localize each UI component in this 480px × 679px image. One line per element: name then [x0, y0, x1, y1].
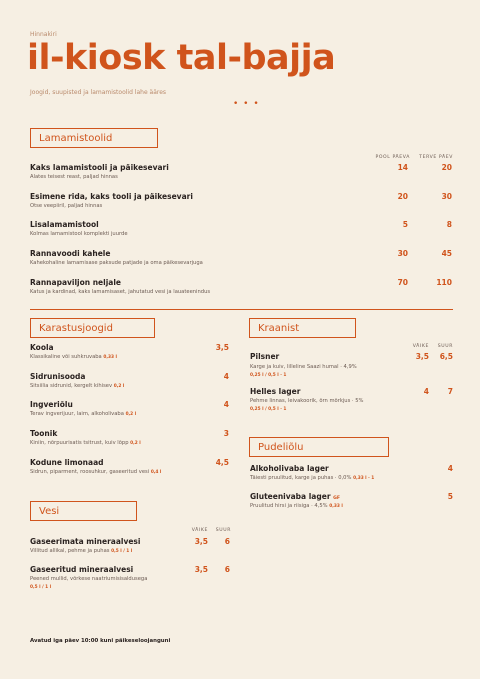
item-name: Esimene rida, kaks tooli ja päikesevari: [30, 192, 193, 201]
item-volume: 0,2 l: [130, 441, 141, 446]
price-full: 110: [436, 278, 452, 287]
item-name: Gaseerimata mineraalvesi: [30, 537, 141, 546]
item-desc: Kolmas lamamistool komplekti juurde: [30, 231, 128, 237]
item-name: Sidrunisooda: [30, 372, 86, 381]
price-small: 3,5: [194, 565, 208, 574]
price-half: 30: [397, 249, 408, 258]
item-name: Ingveriõlu: [30, 400, 73, 409]
price-half: 20: [397, 192, 408, 201]
item-price: 4: [223, 400, 229, 409]
price-full: 45: [441, 249, 452, 258]
item-volume: 0,2 l: [125, 412, 137, 417]
col-header-full-day: TERVE PÄEV: [419, 155, 453, 160]
item-volume: 0,33 l: [329, 504, 343, 509]
item-price: 3: [223, 429, 229, 438]
item-desc: Pehme linnas, leivakoorik, õrn mõrkjus · 5%: [250, 398, 364, 404]
item-desc: Peened mullid, võrkese naatriumisisaldusega: [30, 576, 148, 582]
price-large: 6: [224, 537, 230, 546]
item-name: Toonik: [30, 429, 58, 438]
price-half: 70: [397, 278, 408, 287]
gluten-free-tag: GF: [333, 496, 341, 501]
item-name: Kodune limonaad: [30, 458, 104, 467]
opening-hours: Avatud iga päev 10:00 kuni päikeseloojanguni: [30, 638, 171, 644]
price-large: 7: [447, 387, 453, 396]
col-header-half-day: POOL PÄEVA: [375, 155, 410, 160]
col-header-small: VÄIKE: [191, 528, 208, 533]
item-price: 4: [223, 372, 229, 381]
item-name: Pilsner: [250, 352, 280, 361]
item-name: Alkoholivaba lager: [250, 464, 329, 473]
section-heading-karastusjoogid: Karastusjoogid: [30, 318, 155, 338]
item-volume: 0,25 l / 0,5 l · 1: [250, 373, 287, 378]
item-name: Lisalamamistool: [30, 220, 99, 229]
item-price: 4: [447, 464, 453, 473]
section-divider: [30, 309, 453, 310]
item-desc: Karge ja kuiv, lilleline Saazi humal · 4,9%: [250, 364, 357, 370]
item-desc: Katus ja kardinad, kaks lamamisaset, jahutatud vesi ja lauateenindus: [30, 289, 211, 295]
price-half: 14: [397, 163, 408, 172]
item-name: Helles lager: [250, 387, 301, 396]
col-header-large: SUUR: [437, 344, 453, 349]
price-large: 6,5: [439, 352, 453, 361]
item-name: Koola: [30, 343, 54, 352]
col-header-small: VÄIKE: [412, 344, 429, 349]
price-full: 20: [441, 163, 452, 172]
item-name: Kaks lamamistooli ja päikesevari: [30, 163, 169, 172]
item-name: Gluteenivaba lager GF: [250, 492, 341, 501]
item-desc: Pruulitud hirsi ja riisiga · 4,5% 0,33 l: [250, 503, 343, 509]
item-volume: 0,33 l: [103, 355, 117, 360]
item-volume: 0,2 l: [113, 384, 125, 389]
item-name: Gaseeritud mineraalvesi: [30, 565, 134, 574]
section-heading-vesi: Vesi: [30, 501, 137, 521]
price-large: 6: [224, 565, 230, 574]
item-volume: 0,5 l / 1 l: [30, 585, 52, 590]
item-desc: Täiesti pruulitud, karge ja puhas · 0,0% 0,33 l · 1: [250, 475, 375, 481]
price-small: 3,5: [415, 352, 429, 361]
item-volume: 0,4 l: [150, 470, 162, 475]
tagline: Joogid, suupisted ja lamamistoolid lahe ääres: [30, 89, 167, 96]
item-price: 5: [447, 492, 453, 501]
item-desc: Sitsiilia sidrunid, kergelt kihisev 0,2 l: [30, 383, 125, 389]
price-small: 3,5: [194, 537, 208, 546]
item-volume: 0,5 l / 1 l: [111, 549, 133, 554]
price-half: 5: [402, 220, 408, 229]
menu-kicker: Hinnakiri: [30, 31, 57, 38]
item-price: 4,5: [215, 458, 229, 467]
item-desc: Terav ingverijuur, laim, alkoholivaba 0,2 l: [30, 411, 137, 417]
item-desc: Klassikaline või suhkruvaba 0,33 l: [30, 354, 117, 360]
item-volume: 0,33 l · 1: [353, 476, 375, 481]
page-title: il-kiosk tal-bajja: [27, 38, 336, 78]
item-desc: Villitud allikal, pehme ja puhas 0,5 l / 1 l: [30, 548, 133, 554]
item-desc: Alates teisest reast, paljad hinnas: [30, 174, 118, 180]
divider-dots: • • •: [233, 99, 260, 109]
col-header-large: SUUR: [215, 528, 231, 533]
section-heading-lamamistoolid: Lamamistoolid: [30, 128, 158, 148]
price-small: 4: [423, 387, 429, 396]
item-desc: Otse veepiiril, paljad hinnas: [30, 203, 103, 209]
item-desc: Kiniin, nõrpuurisatis tsitrust, kuiv lõpp 0,2 l: [30, 440, 141, 446]
item-desc: Sidrun, piparment, roosuhkur, gaseeritud vesi 0,4 l: [30, 469, 162, 475]
item-desc: Kahekohaline lamamisase paksude patjade ja oma päikesevarjuga: [30, 260, 203, 266]
price-full: 8: [446, 220, 452, 229]
price-full: 30: [441, 192, 452, 201]
section-heading-kraanist: Kraanist: [249, 318, 356, 338]
section-heading-pudeliolu: Pudeliõlu: [249, 437, 389, 457]
item-name: Rannavoodi kahele: [30, 249, 111, 258]
item-volume: 0,25 l / 0,5 l · 1: [250, 407, 287, 412]
item-name: Rannapaviljon neljale: [30, 278, 121, 287]
item-price: 3,5: [215, 343, 229, 352]
